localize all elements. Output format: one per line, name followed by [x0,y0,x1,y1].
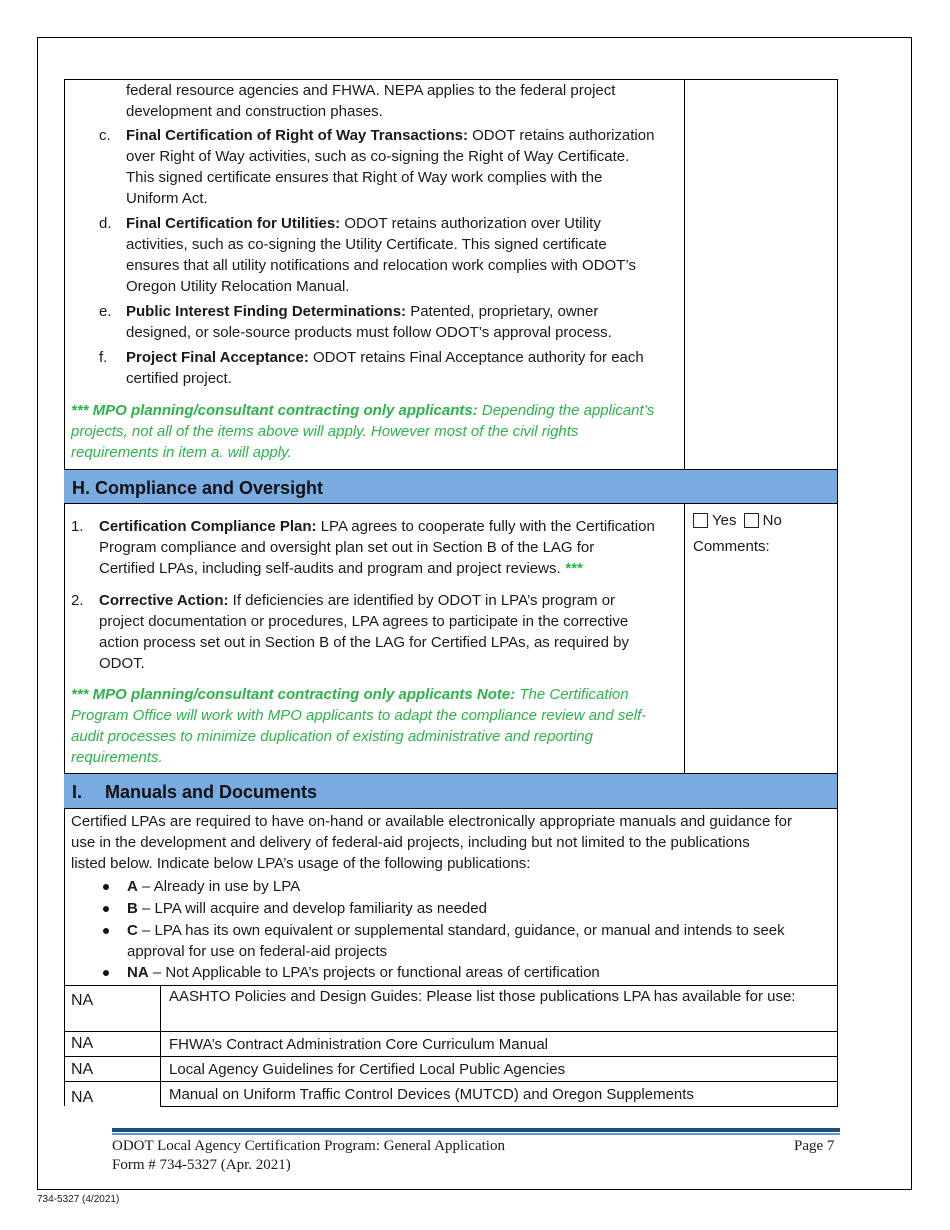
manual-usage-code[interactable]: NA [71,992,94,1009]
intro-line: listed below. Indicate below LPA’s usage of the following publications: [71,855,531,872]
item-line: activities, such as co-signing the Utility Certificate. This signed certificate [126,236,607,253]
item-title: Project Final Acceptance: [126,349,309,366]
mpo-note-line: Program Office will work with MPO applicants to adapt the compliance review and self- [71,707,647,724]
mpo-note-prefix: *** MPO planning/consultant contracting only applicants: [71,402,478,419]
manual-title: FHWA’s Contract Administration Core Curriculum Manual [169,1036,549,1053]
continued-line: federal resource agencies and FHWA. NEPA applies to the federal project [126,82,616,99]
section-h-heading-text: H. Compliance and Oversight [72,478,324,498]
mpo-note-line: projects, not all of the items above will apply. However most of the civil rights [71,423,579,440]
footer-page-number: Page 7 [794,1138,835,1154]
item-text: LPA agrees to cooperate fully with the Certification [316,518,655,535]
item-line: This signed certificate ensures that Right of Way work complies with the [126,169,603,186]
bullet-dot [103,906,109,912]
item-line: action process set out in Section B of the LAG for Certified LPAs, as required by [99,634,629,651]
item-letter: d. [99,215,112,232]
item-line [126,301,598,322]
footer-rule-dark [112,1128,840,1132]
mpo-note-prefix: *** MPO planning/consultant contracting only applicants Note: [71,686,516,703]
item-line: ODOT. [99,655,145,672]
legend-code: C [127,922,138,939]
item-line [126,213,601,234]
item-title: Public Interest Finding Determinations: [126,303,407,320]
manual-usage-code[interactable]: NA [71,1061,94,1078]
item-line: Oregon Utility Relocation Manual. [126,278,350,295]
bullet-dot [103,884,109,890]
item-line: designed, or sole-source products must follow ODOT’s approval process. [126,324,612,341]
item-letter: f. [99,349,108,366]
form-code: 734-5327 (4/2021) [37,1194,120,1205]
item-line [99,590,615,611]
item-line [126,125,654,146]
continued-line: development and construction phases. [126,103,383,120]
section-i-heading [64,773,837,809]
legend-item-cont: approval for use on federal-aid projects [127,943,388,960]
item-line: project documentation or procedures, LPA agrees to participate in the corrective [99,613,629,630]
mpo-note-line: audit processes to minimize duplication of existing administrative and reporting [71,728,593,745]
footer-program-title: ODOT Local Agency Certification Program: General Application [112,1138,505,1154]
manual-usage-code[interactable]: NA [71,1089,94,1106]
yes-no-row [693,510,782,531]
item-title: Final Certification for Utilities: [126,215,341,232]
section-h-heading [64,469,837,504]
item-number: 1. [71,518,84,535]
manual-title: AASHTO Policies and Design Guides: Please list those publications LPA has available for use: [169,988,796,1005]
item-text: ODOT retains Final Acceptance authority for each [308,349,644,366]
item-line: ensures that all utility notifications and relocation work complies with ODOT’s [126,257,636,274]
item-line: certified project. [126,370,232,387]
legend-text: – LPA will acquire and develop familiarity as needed [137,900,487,917]
item-title: Corrective Action: [99,592,229,609]
item-text: If deficiencies are identified by ODOT in LPA’s program or [228,592,616,609]
response-column-divider-h [684,504,685,773]
legend-code: B [127,900,138,917]
yes-checkbox[interactable] [693,513,708,528]
row-divider [64,1031,838,1032]
item-text: Patented, proprietary, owner [406,303,599,320]
item-text: Certified LPAs, including self-audits and program and project reviews. [99,560,565,577]
mpo-note-text: The Certification [515,686,629,703]
stars-marker: *** [564,560,583,577]
legend-text: – LPA has its own equivalent or supplemental standard, guidance, or manual and intends to seek [137,922,785,939]
legend-item [127,876,300,897]
item-text: ODOT retains authorization [467,127,655,144]
row-divider [64,1056,838,1057]
row-divider [64,1081,838,1082]
yes-label: Yes [712,512,737,529]
footer-form-number: Form # 734-5327 (Apr. 2021) [112,1157,291,1173]
legend-code: A [127,878,138,895]
row-divider [160,1106,838,1107]
mpo-note-line [71,400,654,421]
table-left-border [64,79,65,1106]
manual-title: Manual on Uniform Traffic Control Devices (MUTCD) and Oregon Supplements [169,1086,694,1103]
mpo-note-line: requirements in item a. will apply. [71,444,292,461]
intro-line: use in the development and delivery of federal-aid projects, including but not limited to the publications [71,834,750,851]
legend-item [127,920,785,941]
item-line: Program compliance and oversight plan set out in Section B of the LAG for [99,539,595,556]
item-line: over Right of Way activities, such as co-signing the Right of Way Certificate. [126,148,630,165]
item-number: 2. [71,592,84,609]
manual-usage-code[interactable]: NA [71,1035,94,1052]
item-line [99,516,655,537]
intro-line: Certified LPAs are required to have on-hand or available electronically appropriate manuals and guidance for [71,813,792,830]
mpo-note-line: requirements. [71,749,163,766]
item-line: Uniform Act. [126,190,208,207]
response-column-divider-top [684,79,685,469]
legend-item [127,962,600,983]
item-line [99,558,582,579]
comments-label[interactable]: Comments: [693,538,770,555]
bullet-dot [103,970,109,976]
table-right-border [837,79,838,1106]
legend-text: – Not Applicable to LPA’s projects or functional areas of certification [148,964,600,981]
legend-code: NA [127,964,149,981]
section-i-heading-letter: I. [72,782,83,802]
bullet-dot [103,928,109,934]
legend-item [127,898,487,919]
section-i-heading-text: Manuals and Documents [105,782,318,802]
mpo-note-text: Depending the applicant’s [477,402,655,419]
item-line [126,347,644,368]
no-checkbox[interactable] [744,513,759,528]
item-letter: c. [99,127,111,144]
item-letter: e. [99,303,112,320]
item-title: Certification Compliance Plan: [99,518,317,535]
item-text: ODOT retains authorization over Utility [340,215,601,232]
manuals-code-divider [160,985,161,1106]
mpo-note-line [71,684,629,705]
no-label: No [762,512,782,529]
item-title: Final Certification of Right of Way Transactions: [126,127,468,144]
footer-rule-light [112,1133,840,1135]
manual-title: Local Agency Guidelines for Certified Local Public Agencies [169,1061,566,1078]
legend-text: – Already in use by LPA [137,878,301,895]
